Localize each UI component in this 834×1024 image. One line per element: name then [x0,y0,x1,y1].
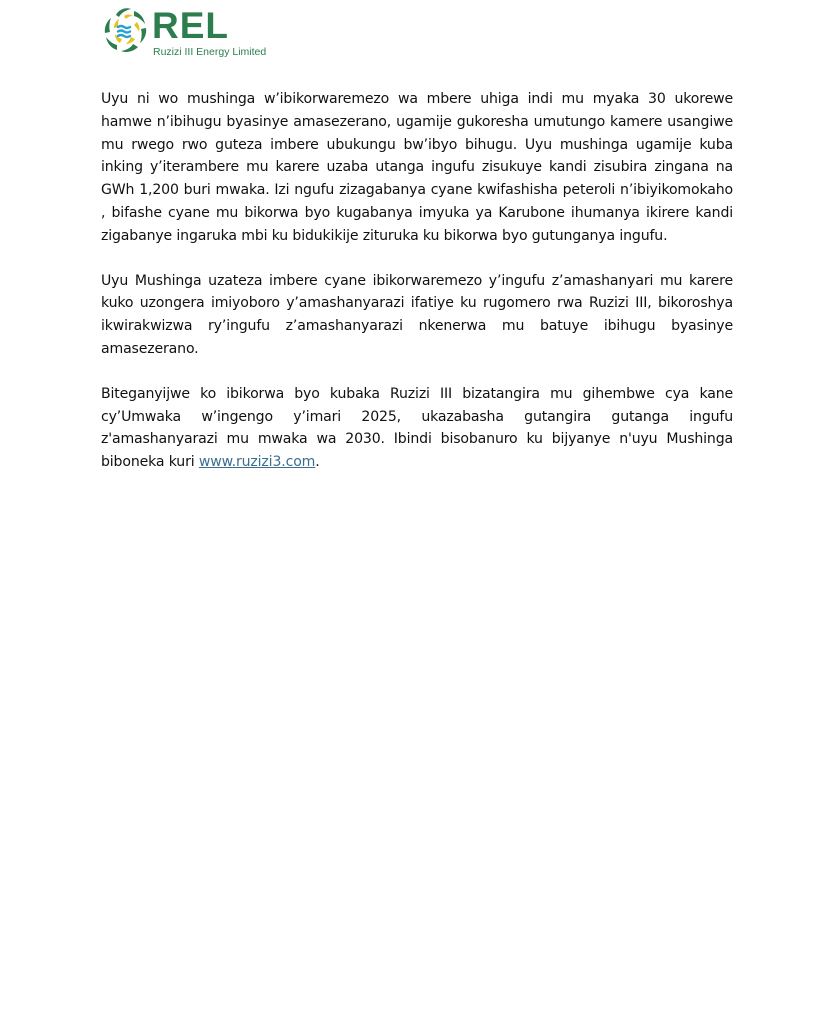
document-body [101,88,733,474]
logo-name: REL [152,5,229,46]
website-link[interactable]: www.ruzizi3.com [198,454,316,471]
sunburst-swirl-logo-icon [100,6,150,58]
paragraph-3-end: . [315,454,320,471]
rel-logo [100,6,290,62]
logo-subtitle: Ruzizi III Energy Limited [153,46,267,58]
paragraph-2: Uyu Mushinga uzateza imbere cyane ibikorwaremezo y’ingufu z’amashanyari mu karere kuko uzongera imiyoboro y’amashanyarazi ifatiye ku rugomero rwa Ruzizi III, bikoroshya ikwirakwizwa ry’ingufu z’amashanyarazi nkenerwa mu batuye ibihugu byasinye amasezerano. [101,272,733,357]
paragraph-3 [101,383,733,474]
paragraph-3-text: Biteganyijwe ko ibikorwa byo kubaka Ruzizi III bizatangira mu gihembwe cya kane cy’Umwaka w’ingengo y’imari 2025, ukazabasha gutangira gutanga ingufu z'amashanyarazi mu mwaka wa 2030. Ibindi bisobanuro ku bijyanye n'uyu Mushinga biboneka kuri [101,385,733,471]
paragraph-1: Uyu ni wo mushinga w’ibikorwaremezo wa mbere uhiga indi mu myaka 30 ukorewe hamwe n’ibihugu byasinye amasezerano, ugamije gukoresha umutungo kamere usangiwe mu rwego rwo guteza imbere ubukungu bw’ibyo bihugu. Uyu mushinga ugamije kuba inking y’iterambere mu karere uzaba utanga ingufu zisukuye kandi zisubira zingana na GWh 1,200 buri mwaka. Izi ngufu zizagabanya cyane kwifashisha peteroli n’ibiyikomokaho , bifashe cyane mu bikorwa byo kugabanya imyuka ya Karubone ihumanya ikirere kandi zigabanye ingaruka mbi ku bidukikije zituruka ku bikorwa byo gutunganya ingufu. [101,91,733,244]
